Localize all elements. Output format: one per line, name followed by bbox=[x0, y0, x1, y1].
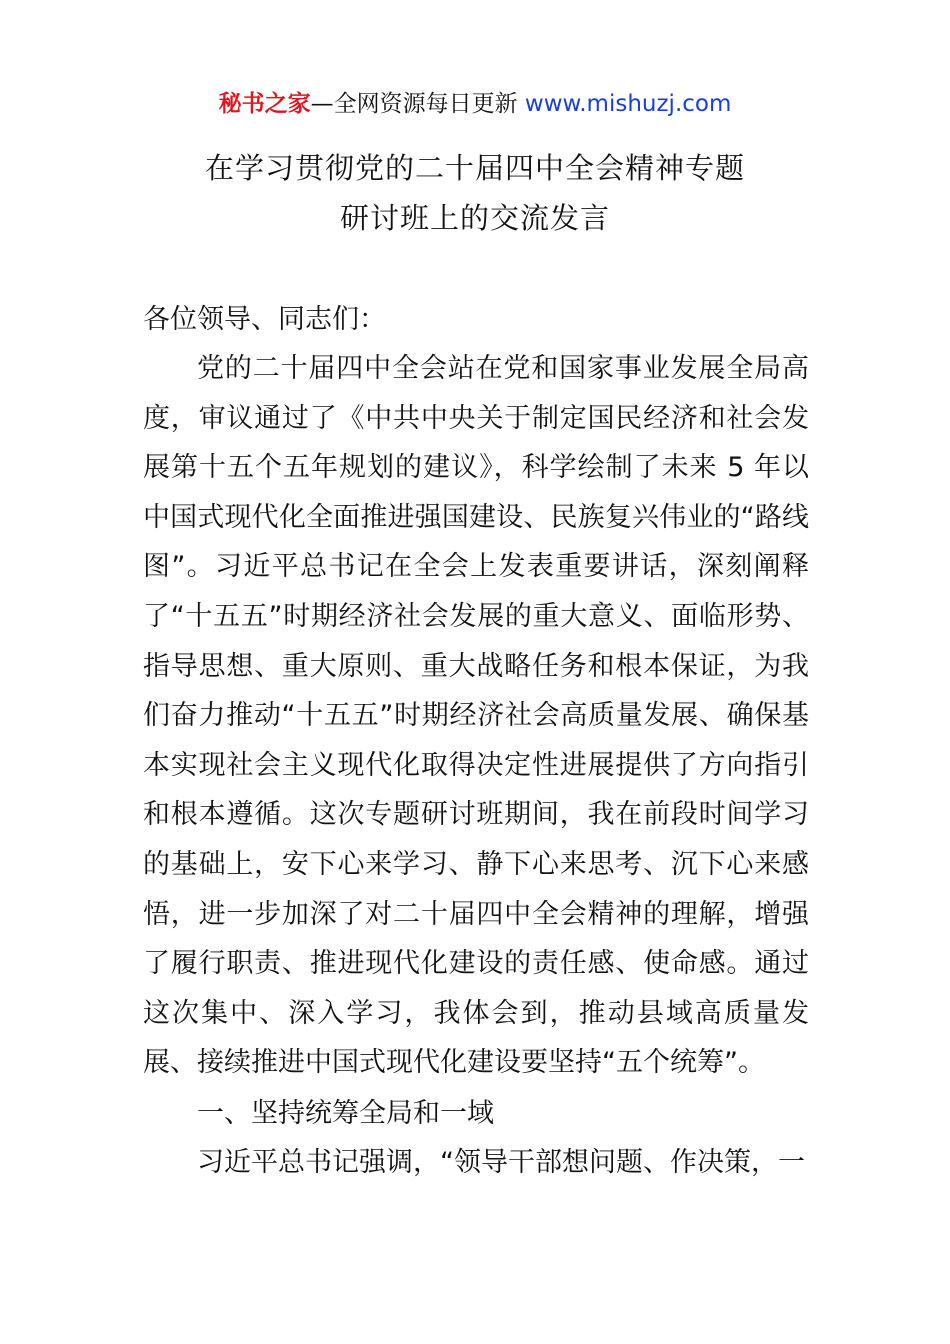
salutation: 各位领导、同志们： bbox=[143, 304, 386, 335]
brand-name: 秘书之家 bbox=[218, 91, 311, 117]
header-tagline: —全网资源每日更新 bbox=[310, 91, 525, 117]
site-header bbox=[0, 86, 950, 122]
site-url-link[interactable]: www.mishuzj.com bbox=[524, 91, 732, 117]
paragraph-section-1: 习近平总书记强调，“领导干部想问题、作决策，一 bbox=[197, 1147, 805, 1178]
paragraph-intro: 党的二十届四中全会站在党和国家事业发展全局高度，审议通过了《中共中央关于制定国民经济和社会发展第十五个五年规划的建议》，科学绘制了未来 5 年以中国式现代化全面推进强国建设、民族复兴伟业的“路线图”。习近平总书记在全会上发表重要讲话，深刻阐释了“十五五”时期经济社会发展的重大意义、面临形势、指导思想、重大原则、重大战略任务和根本保证，为我们奋力推动“十五五”时期经济社会高质量发展、确保基本实现社会主义现代化取得决定性进展提供了方向指引和根本遵循。这次专题研讨班期间，我在前段时间学习的基础上，安下心来学习、静下心来思考、沉下心来感悟，进一步加深了对二十届四中全会精神的理解，增强了履行职责、推进现代化建设的责任感、使命感。通过这次集中、深入学习，我体会到，推动县域高质量发展、接续推进中国式现代化建设要坚持“五个统筹”。 bbox=[143, 353, 809, 1079]
section-heading-1: 一、坚持统筹全局和一域 bbox=[197, 1098, 494, 1129]
document-title-line-1: 在学习贯彻党的二十届四中全会精神专题 bbox=[204, 151, 745, 185]
document-title-line-2: 研讨班上的交流发言 bbox=[339, 201, 610, 235]
